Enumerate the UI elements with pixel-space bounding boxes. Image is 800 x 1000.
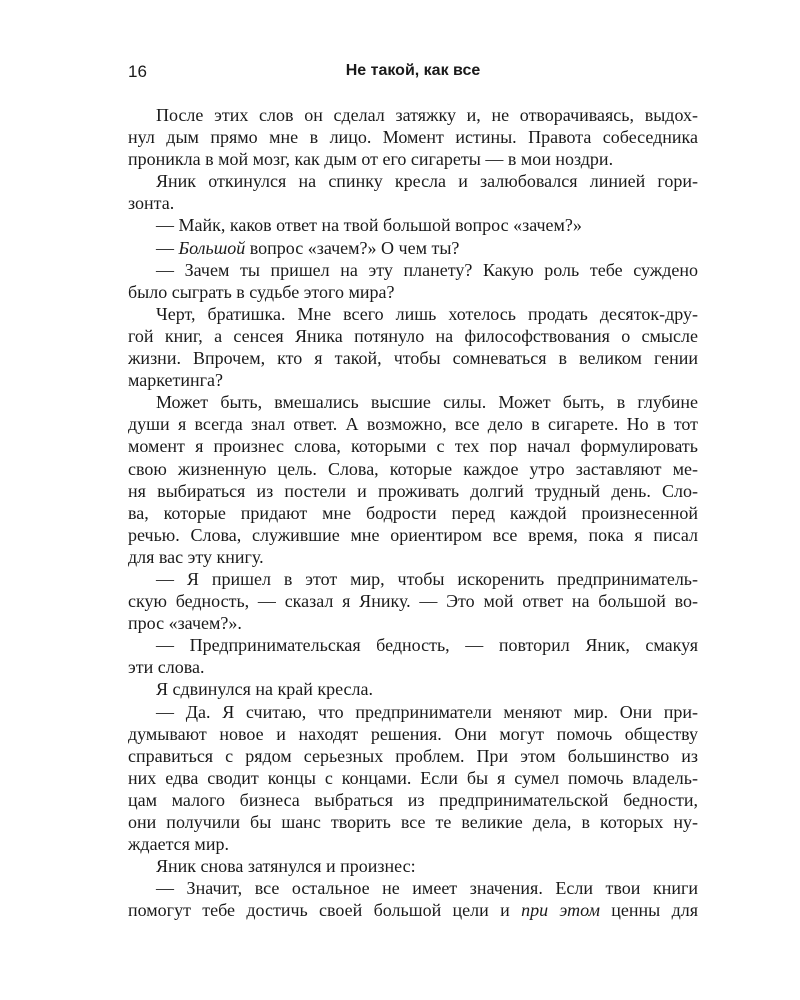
text-line: зонта. <box>128 193 175 214</box>
text-line: Черт, братишка. Мне всего лишь хотелось продать десяток-дру- <box>156 303 698 324</box>
text-line: для вас эту книгу. <box>128 546 264 567</box>
page-header <box>128 62 698 86</box>
text-fragment: вопрос «зачем?» О чем ты? <box>249 237 460 258</box>
paragraph <box>128 855 698 877</box>
paragraph <box>128 237 698 259</box>
text-line: жизни. Впрочем, кто я такой, чтобы сомневаться в великом гении <box>128 348 698 369</box>
text-line: ждается мир. <box>128 834 229 855</box>
paragraph <box>128 634 698 678</box>
text-line: — Значит, все остальное не имеет значения. Если твои книги <box>156 878 698 899</box>
text-line: — Зачем ты пришел на эту планету? Какую роль тебе суждено <box>156 259 698 280</box>
paragraph <box>128 259 698 303</box>
text-fragment: ценны для <box>611 900 699 921</box>
text-line: проникла в мой мозг, как дым от его сигареты — в мои ноздри. <box>128 149 614 170</box>
text-line: ня выбираться из постели и проживать долгий трудный день. Сло- <box>128 480 698 501</box>
paragraph <box>128 170 698 214</box>
text-line: гой книг, а сенсея Яника потянуло на философствования о смысле <box>128 325 698 346</box>
text-line: прос «зачем?». <box>128 613 242 634</box>
paragraph <box>128 214 698 236</box>
paragraph <box>128 877 698 921</box>
paragraph <box>128 303 698 391</box>
body-text <box>128 104 698 921</box>
text-line: свою жизненную цель. Слова, которые каждое утро заставляют ме- <box>128 458 698 479</box>
text-line: они получили бы шанс творить все те великие дела, в которых ну- <box>128 812 698 832</box>
text-line: было сыграть в судьбе этого мира? <box>128 281 395 302</box>
page-number: 16 <box>128 62 147 81</box>
text-line <box>128 899 698 921</box>
italic-word: Большой <box>178 237 246 258</box>
text-line: — Да. Я считаю, что предприниматели меняют мир. Они при- <box>156 701 698 722</box>
text-line: думывают новое и находят решения. Они могут помочь обществу <box>128 723 698 744</box>
text-line: Яник откинулся на спинку кресла и залюбовался линией гори- <box>156 171 698 192</box>
paragraph <box>128 104 698 170</box>
text-line: После этих слов он сделал затяжку и, не отворачиваясь, выдох- <box>156 105 698 125</box>
text-line: — Майк, каков ответ на твой большой вопрос «зачем?» <box>156 215 582 236</box>
text-line: момент я произнес слова, которыми с тех пор начал формулировать <box>128 436 698 457</box>
text-line <box>128 237 698 259</box>
text-line: Может быть, вмешались высшие силы. Может быть, в глубине <box>156 392 698 413</box>
running-title: Не такой, как все <box>345 62 481 79</box>
text-line: Яник снова затянулся и произнес: <box>156 856 416 877</box>
text-line: души я всегда знал ответ. А возможно, все дело в сигарете. Но в тот <box>128 414 698 435</box>
text-line: эти слова. <box>128 657 205 678</box>
paragraph <box>128 701 698 856</box>
text-line: цам малого бизнеса выбраться из предпринимательской бедности, <box>128 789 698 810</box>
text-line: — Я пришел в этот мир, чтобы искоренить предприниматель- <box>156 568 698 589</box>
text-fragment: помогут тебе достичь своей большой цели и <box>128 900 510 921</box>
text-line: скую бедность, — сказал я Янику. — Это мой ответ на большой во- <box>128 591 698 612</box>
text-line: ва, которые придают мне бодрости перед каждой произнесенной <box>128 502 698 523</box>
text-line: речью. Слова, служившие мне ориентиром все время, пока я писал <box>128 524 698 545</box>
paragraph <box>128 568 698 634</box>
italic-phrase: при этом <box>521 900 600 921</box>
text-line: — Предпринимательская бедность, — повторил Яник, смакуя <box>156 635 698 656</box>
text-line: маркетинга? <box>128 370 224 391</box>
text-line: справиться с рядом серьезных проблем. При этом большинство из <box>128 745 698 766</box>
text-line: них едва сводит концы с концами. Если бы я сумел помочь владель- <box>128 767 698 788</box>
paragraph <box>128 678 698 700</box>
dash: — <box>156 237 174 258</box>
text-line: Я сдвинулся на край кресла. <box>156 679 374 700</box>
paragraph <box>128 391 698 568</box>
text-line: нул дым прямо мне в лицо. Момент истины. Правота собеседника <box>128 127 698 148</box>
